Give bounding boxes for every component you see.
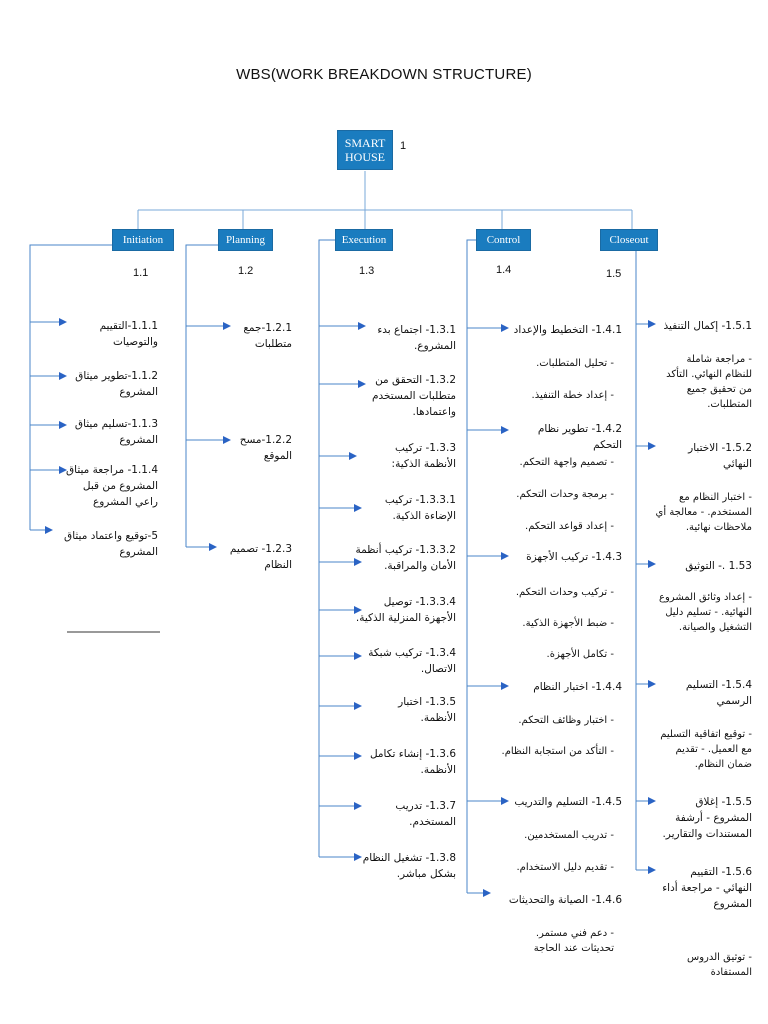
category-number: 1.5 — [606, 268, 622, 280]
execution-item: 1.3.8- تشغيل النظام بشكل مباشر. — [362, 852, 456, 880]
execution-item: 1.3.7- تدريب المستخدم. — [395, 800, 456, 828]
closeout-subitem: - مراجعة شاملة للنظام النهائي. التأكد من تحقيق جميع المتطلبات. — [666, 354, 752, 410]
closeout-item: 1.53 .- التوثيق — [685, 560, 752, 572]
control-item: 1.4.2- تطوير نظام التحكم — [537, 423, 622, 451]
planning-item: 1.2.2-مسح الموقع — [239, 434, 292, 462]
closeout-item: 1.5.2- الاختبار النهائي — [688, 442, 752, 470]
control-subitem: - دعم فني مستمر. تحديثات عند الحاجة — [533, 928, 614, 954]
control-item: 1.4.4- اختبار النظام — [533, 681, 622, 693]
execution-item: 1.3.3.2- تركيب أنظمة الأمان والمراقبة. — [355, 544, 456, 572]
execution-item: 1.3.6- إنشاء تكامل الأنظمة. — [369, 748, 456, 776]
closeout-subitem: - توقيع اتفاقية التسليم مع العميل. - تقديم ضمان النظام. — [660, 729, 752, 770]
category-control[interactable]: Control — [476, 229, 531, 251]
control-item: 1.4.6- الصيانة والتحديثات — [508, 894, 622, 906]
category-number: 1.3 — [359, 265, 375, 277]
control-item: 1.4.5- التسليم والتدريب — [514, 796, 622, 808]
planning-item: 1.2.3- تصميم النظام — [229, 543, 292, 571]
closeout-item: 1.5.1- إكمال التنفيذ — [663, 320, 752, 332]
control-subitem: - ضبط الأجهزة الذكية. — [522, 618, 614, 629]
diagram-title: WBS(WORK BREAKDOWN STRUCTURE) — [236, 66, 532, 83]
initiation-item: 1.1.3-تسليم ميثاق المشروع — [74, 418, 158, 446]
root-number: 1 — [400, 140, 407, 152]
execution-item: 1.3.3- تركيب الأنظمة الذكية: — [391, 442, 456, 470]
control-subitem: - التأكد من استجابة النظام. — [501, 746, 614, 757]
execution-item: 1.3.4- تركيب شبكة الاتصال. — [368, 647, 456, 675]
category-number: 1.2 — [238, 265, 254, 277]
control-item: 1.4.1- التخطيط والإعداد — [513, 324, 622, 336]
closeout-item: 1.5.4- التسليم الرسمي — [685, 679, 752, 707]
category-closeout[interactable]: Closeout — [600, 229, 658, 251]
execution-item: 1.3.3.1- تركيب الإضاءة الذكية. — [384, 494, 456, 522]
category-execution[interactable]: Execution — [335, 229, 393, 251]
category-initiation[interactable]: Initiation — [112, 229, 174, 251]
control-subitem: - تقديم دليل الاستخدام. — [516, 862, 614, 873]
control-item: 1.4.3- تركيب الأجهزة — [526, 551, 622, 563]
execution-item: 1.3.1- اجتماع بدء المشروع. — [377, 324, 456, 352]
category-number: 1.1 — [133, 267, 149, 279]
control-subitem: - إعداد خطة التنفيذ. — [531, 390, 614, 401]
closeout-subitem: - إعداد وثائق المشروع النهائية. - تسليم دليل التشغيل والصيانة. — [659, 592, 752, 633]
category-number: 1.4 — [496, 264, 512, 276]
closeout-item: 1.5.5- إغلاق المشروع - أرشفة المستندات والتقارير. — [662, 796, 752, 840]
control-subitem: - تصميم واجهة التحكم. — [519, 457, 614, 468]
initiation-item: 1.1.2-تطوير ميثاق المشروع — [75, 370, 158, 398]
root-node[interactable]: SMART HOUSE — [337, 130, 393, 170]
initiation-item: 1.1.4- مراجعة ميثاق المشروع من قبل راعي المشروع — [65, 464, 158, 508]
control-subitem: - إعداد قواعد التحكم. — [525, 521, 614, 532]
control-subitem: - تدريب المستخدمين. — [524, 830, 614, 841]
execution-item: 1.3.5- اختبار الأنظمة. — [398, 696, 456, 724]
closeout-subitem: - اختبار النظام مع المستخدم. - معالجة أي ملاحظات نهائية. — [655, 492, 752, 533]
control-subitem: - تركيب وحدات التحكم. — [515, 587, 614, 598]
planning-item: 1.2.1-جمع متطلبات — [243, 322, 292, 350]
initiation-item: 1.1.1-التقييم والتوصيات — [99, 320, 158, 348]
control-subitem: - برمجة وحدات التحكم. — [516, 489, 614, 500]
closeout-item: 1.5.6- التقييم النهائي - مراجعة أداء المشروع — [662, 866, 752, 910]
closeout-subitem: - توثيق الدروس المستفادة — [687, 952, 752, 978]
control-subitem: - اختبار وظائف التحكم. — [518, 715, 614, 726]
control-subitem: - تحليل المتطلبات. — [536, 358, 614, 369]
initiation-item: 5-توقيع واعتماد ميثاق المشروع — [64, 530, 158, 558]
control-subitem: - تكامل الأجهزة. — [546, 649, 614, 660]
execution-item: 1.3.2- التحقق من متطلبات المستخدم واعتمادها. — [372, 374, 456, 418]
execution-item: 1.3.3.4- توصيل الأجهزة المنزلية الذكية. — [355, 596, 456, 624]
category-planning[interactable]: Planning — [218, 229, 273, 251]
